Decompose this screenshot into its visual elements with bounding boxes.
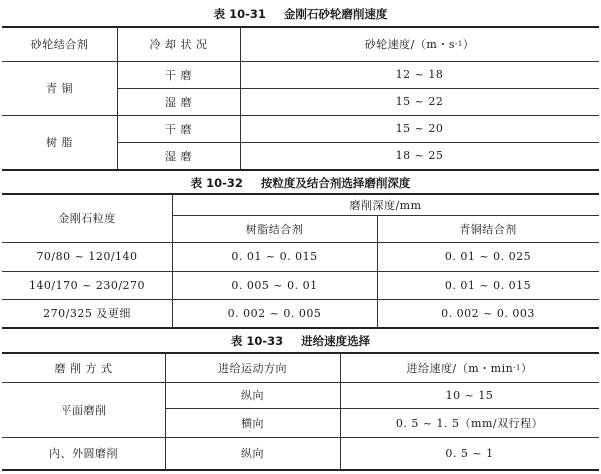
table-title: 进给速度选择 [301,334,371,348]
feed-value: 0. 5 ~ 1 [445,446,494,460]
table-10-31-caption [0,6,601,22]
table-10-33-caption [0,333,601,349]
table-title: 按粒度及结合剂选择磨削深度 [260,176,411,190]
bond-bronze: 青 铜 [46,82,73,95]
speed-value: 15 ~ 20 [395,122,444,135]
table-bottom-rule [2,469,599,471]
table-title: 金刚石砂轮磨削速度 [283,7,388,21]
header-wheel-speed [240,27,599,61]
header-direction: 进给运动方向 [218,361,287,375]
cooling-wet: 湿 磨 [165,149,192,163]
bronze-depth: 0. 01 ~ 0. 015 [444,278,532,292]
bronze-depth: 0. 002 ~ 0. 003 [441,306,535,320]
header-wheel-speed-label: 砂轮速度/（m・s [364,38,455,51]
speed-value: 18 ~ 25 [395,149,444,162]
unit-exponent: -1 [513,363,521,372]
direction-value: 横向 [241,416,264,430]
unit-exponent: -1 [454,40,463,48]
table-bottom-rule [2,327,599,329]
header-cooling: 冷 却 状 况 [149,38,208,51]
speed-value: 15 ~ 22 [395,95,444,108]
table-10-32-caption [0,175,601,191]
table-number: 表 10-31 [213,7,266,21]
resin-depth: 0. 002 ~ 0. 005 [227,306,322,320]
header-depth: 磨削深度/mm [349,198,422,212]
table-number: 表 10-32 [190,176,243,190]
table-number: 表 10-33 [230,334,284,348]
feed-value: 0. 5 ~ 1. 5（mm/双行程） [395,416,544,430]
method-surface: 平面磨削 [60,403,107,417]
header-method: 磨 削 方 式 [54,361,113,375]
header-feed-speed-label: 进给速度/（m・min [406,361,514,375]
header-bronze: 青铜结合剂 [459,222,517,236]
resin-depth: 0. 01 ~ 0. 015 [231,250,318,263]
bronze-depth: 0. 01 ~ 0. 025 [444,250,532,263]
header-close-paren: ） [521,361,533,375]
grit-value: 140/170 ~ 230/270 [28,278,146,292]
feed-value: 10 ~ 15 [445,388,494,402]
grit-value: 70/80 ~ 120/140 [36,250,138,263]
speed-value: 12 ~ 18 [395,68,444,81]
cooling-dry: 干 磨 [165,122,192,136]
cooling-wet: 湿 磨 [165,95,192,109]
method-cylindrical: 内、外圆磨削 [49,447,118,460]
header-bond: 砂轮结合剂 [30,38,89,51]
resin-depth: 0. 005 ~ 0. 01 [231,278,318,292]
direction-value: 纵向 [241,389,264,402]
direction-value: 纵向 [241,447,264,460]
bond-resin: 树 脂 [46,136,73,149]
grit-value: 270/325 及更细 [43,307,131,320]
cooling-dry: 干 磨 [165,68,192,82]
header-close-paren: ） [462,38,475,51]
table-bottom-rule [2,169,599,171]
header-feed-speed [340,353,599,382]
header-grit: 金刚石粒度 [58,212,116,225]
header-resin: 树脂结合剂 [245,222,304,236]
